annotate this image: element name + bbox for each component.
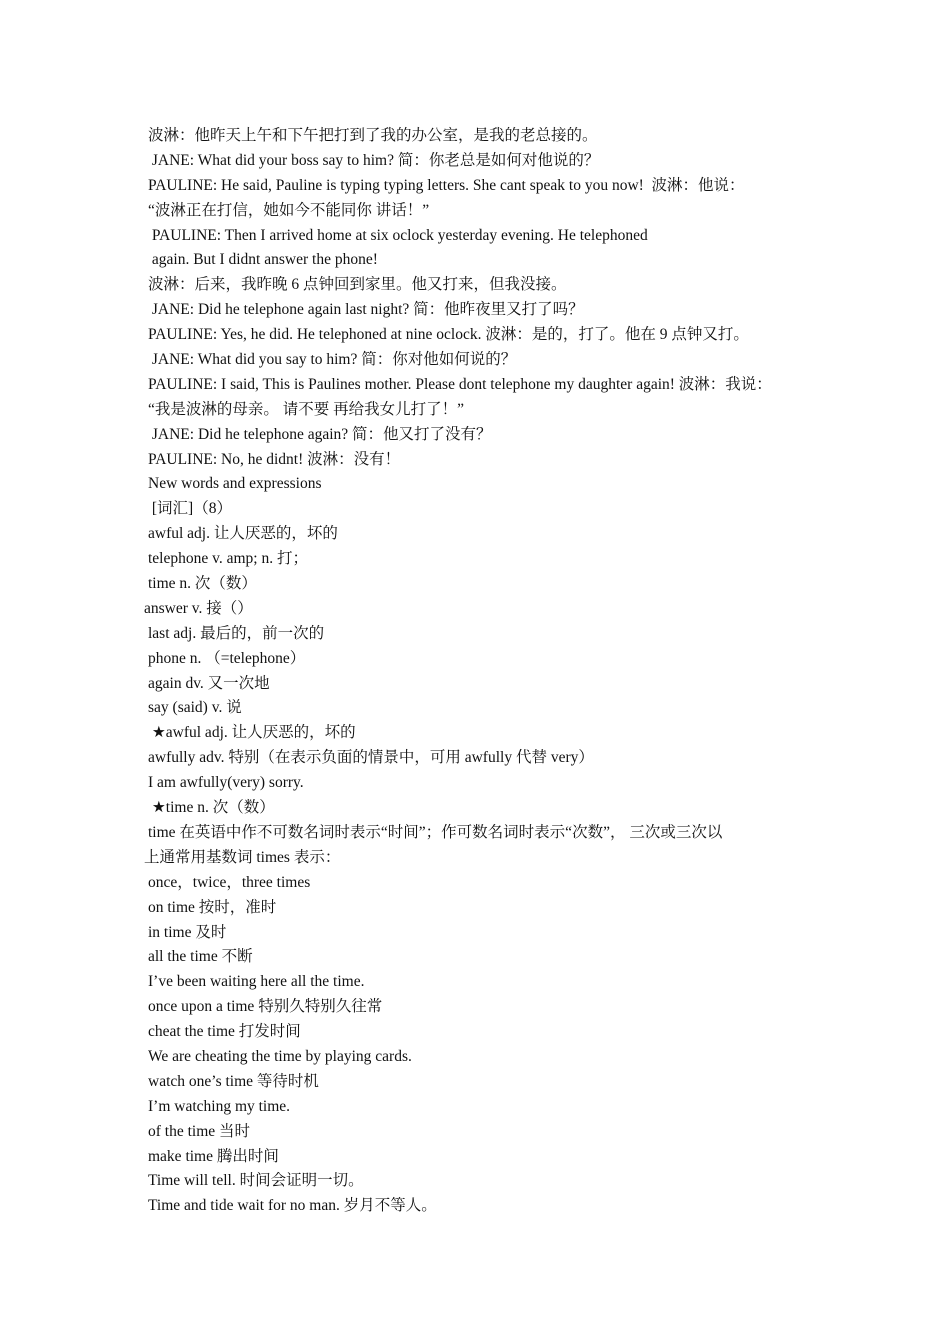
text-line: Time will tell. 时间会证明一切。 <box>148 1172 364 1190</box>
text-line: cheat the time 打发时间 <box>148 1023 301 1041</box>
text-line: 上通常用基数词 times 表示： <box>144 848 341 866</box>
text-line: PAULINE: I said, This is Paulines mother. Please dont telephone my daughter again! 波淋：我说： <box>148 375 772 393</box>
text-line: [词汇]（8） <box>148 500 232 518</box>
text-line: of the time 当时 <box>148 1122 251 1140</box>
text-line: watch one’s time 等待时机 <box>148 1072 319 1090</box>
text-line: once upon a time 特别久特别久往常 <box>148 998 383 1016</box>
vocab-item: say (said) v. 说 <box>148 699 242 717</box>
vocab-item: answer v. 接（） <box>144 599 253 617</box>
text-line: once，twice，three times <box>148 873 311 891</box>
text-line: “我是波淋的母亲。 请不要 再给我女儿打了！” <box>148 400 465 418</box>
vocab-item: phone n. （=telephone） <box>148 649 306 667</box>
text-line: JANE: What did you say to him? 简：你对他如何说的？ <box>148 351 517 369</box>
text-line: make time 腾出时间 <box>148 1147 279 1165</box>
text-line: all the time 不断 <box>148 948 253 966</box>
text-line: time 在英语中作不可数名词时表示“时间”；作可数名词时表示“次数”， 三次或三次以 <box>148 823 723 841</box>
section-heading: New words and expressions <box>148 475 322 493</box>
text-line: JANE: What did your boss say to him? 简：你老总是如何对他说的？ <box>148 151 600 169</box>
text-line: awfully adv. 特别（在表示负面的情景中，可用 awfully 代替 very） <box>148 749 594 767</box>
text-line: PAULINE: Yes, he did. He telephoned at nine oclock. 波淋：是的，打了。他在 9 点钟又打。 <box>148 326 749 344</box>
vocab-item: last adj. 最后的，前一次的 <box>148 624 325 642</box>
text-line: I’m watching my time. <box>148 1097 291 1115</box>
vocab-item: time n. 次（数） <box>148 575 257 593</box>
text-line: 波淋：后来，我昨晚 6 点钟回到家里。他又打来，但我没接。 <box>148 276 567 294</box>
text-line: I’ve been waiting here all the time. <box>148 973 365 991</box>
text-line: We are cheating the time by playing cards. <box>148 1047 412 1065</box>
text-line: JANE: Did he telephone again? 简：他又打了没有？ <box>148 425 492 443</box>
text-line: “波淋正在打信，她如今不能同你 讲话！” <box>148 201 430 219</box>
vocab-item: awful adj. 让人厌恶的，坏的 <box>148 525 338 543</box>
text-line: PAULINE: No, he didnt! 波淋：没有！ <box>148 450 401 468</box>
text-line: on time 按时，准时 <box>148 898 277 916</box>
document-body <box>144 124 824 1219</box>
text-line: ★time n. 次（数） <box>148 799 275 817</box>
text-line: I am awfully(very) sorry. <box>148 774 304 792</box>
vocab-item: again dv. 又一次地 <box>148 674 270 692</box>
text-line: PAULINE: He said, Pauline is typing typing letters. She cant speak to you now! 波淋：他说： <box>148 176 745 194</box>
vocab-item: telephone v. amp; n. 打； <box>148 550 308 568</box>
text-line: PAULINE: Then I arrived home at six oclock yesterday evening. He telephoned <box>148 226 648 244</box>
text-line: Time and tide wait for no man. 岁月不等人。 <box>148 1197 437 1215</box>
text-line: in time 及时 <box>148 923 227 941</box>
text-line: again. But I didnt answer the phone! <box>148 251 378 269</box>
text-line: JANE: Did he telephone again last night? 简：他昨夜里又打了吗？ <box>148 301 584 319</box>
text-line: 波淋：他昨天上午和下午把打到了我的办公室，是我的老总接的。 <box>148 127 598 144</box>
text-line: ★awful adj. 让人厌恶的，坏的 <box>148 724 356 742</box>
